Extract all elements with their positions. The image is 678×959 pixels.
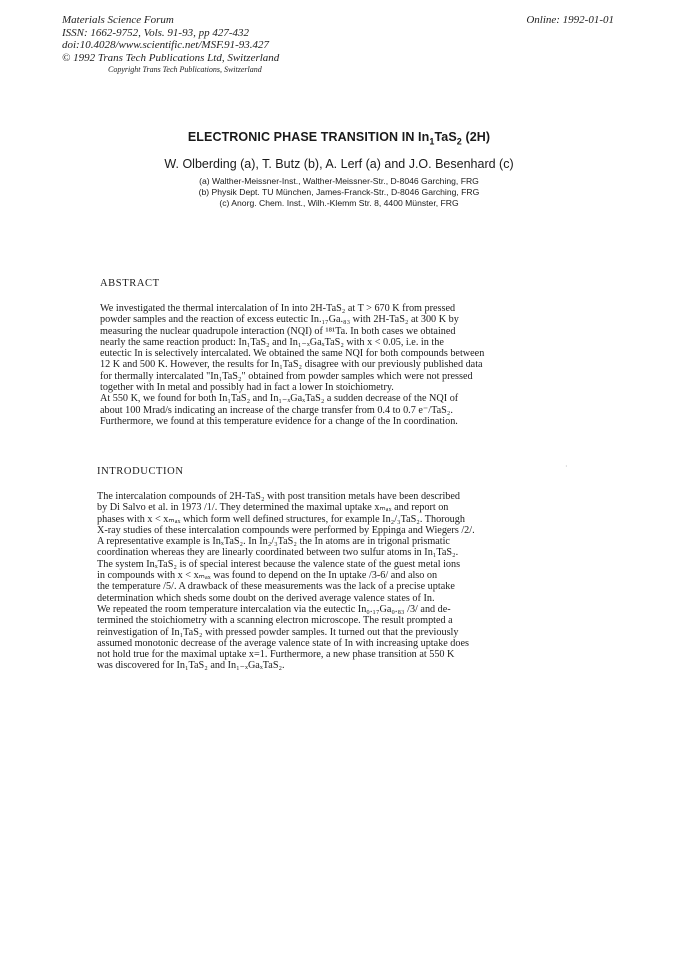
authors: W. Olberding (a), T. Butz (b), A. Lerf (a) and J.O. Besenhard (c) <box>164 157 514 171</box>
intro-line: the temperature /5/. A drawback of these measurements was the lack of a precise uptake <box>97 581 455 593</box>
intro-line: not hold true for the maximal uptake x=1. Furthermore, a new phase transition at 550 K <box>97 649 455 661</box>
copyright-line: © 1992 Trans Tech Publications Ltd, Switzerland <box>62 51 280 64</box>
abstract-line: powder samples and the reaction of excess eutectic In.₁₇Ga.₈₃ with 2H-TaS₂ at 300 K by <box>100 314 459 326</box>
paper-title <box>0 130 678 147</box>
intro-line: reinvestigation of In₁TaS₂ with pressed powder samples. It turned out that the previously <box>97 626 459 638</box>
abstract-line: Furthermore, we found at this temperature evidence for a change of the In coordination. <box>100 415 458 427</box>
abstract-line: nearly the same reaction product: In₁TaS₂ and In₁₋ₓGaₓTaS₂ with x < 0.05, i.e. in the <box>100 336 444 348</box>
title-sub-1: 1 <box>429 136 435 147</box>
title-sub-2: 2 <box>456 136 462 147</box>
intro-line: coordination whereas they are linearly coordinated between two sulfur atoms in In₁TaS₂. <box>97 547 459 559</box>
abstract-line: 12 K and 500 K. However, the results for In₁TaS₂ disagree with our previously published data <box>100 359 483 371</box>
intro-line: determination which sheds some doubt on the derived average valence states of In. <box>97 592 435 604</box>
intro-line: A representative example is InₓTaS₂. In In₂/₃TaS₂ the In atoms are in trigonal prismatic <box>97 536 450 548</box>
doi-line: doi:10.4028/www.scientific.net/MSF.91-93.427 <box>62 39 270 52</box>
abstract-line: We investigated the thermal intercalation of In into 2H-TaS₂ at T > 670 K from pressed <box>100 303 456 314</box>
abstract-line: measuring the nuclear quadrupole interaction (NQI) of ¹⁸¹Ta. In both cases we obtained <box>100 325 456 337</box>
intro-line: We repeated the room temperature intercalation via the eutectic In₀.₁₇Ga₀.₈₃ /3/ and de- <box>97 603 451 615</box>
issn-line: ISSN: 1662-9752, Vols. 91-93, pp 427-432 <box>62 26 249 39</box>
title-suffix: (2H) <box>461 130 491 144</box>
copyright-small: Copyright Trans Tech Publications, Switzerland <box>108 65 262 74</box>
intro-line: termined the stoichiometry with a scanning electron microscope. The result prompted a <box>97 615 453 627</box>
affiliation-c: (c) Anorg. Chem. Inst., Wilh.-Klemm Str. 8, 4400 Münster, FRG <box>219 198 459 208</box>
abstract-line: about 100 Mrad/s indicating an increase of the charge transfer from 0.4 to 0.7 e⁻/TaS₂. <box>100 404 453 416</box>
title-mid: TaS <box>434 130 457 144</box>
intro-line: in compounds with x < xₘₐₓ was found to depend on the In uptake /3-6/ and also on <box>97 570 438 582</box>
affiliation-a: (a) Walther-Meissner-Inst., Walther-Meissner-Str., D-8046 Garching, FRG <box>199 176 479 186</box>
title-prefix: ELECTRONIC PHASE TRANSITION IN In <box>187 130 430 144</box>
intro-line: phases with x < xₘₐₓ which form well defined structures, for example In₂/₃TaS₂. Thorough <box>97 513 465 525</box>
abstract-body <box>100 303 540 427</box>
intro-line: The intercalation compounds of 2H-TaS₂ with post transition metals have been described <box>97 491 460 502</box>
introduction-heading: INTRODUCTION <box>97 466 184 477</box>
abstract-line: eutectic In is selectively intercalated. We obtained the same NQI for both compounds between <box>100 348 485 360</box>
intro-line: The system InₓTaS₂ is of special interest because the valence state of the guest metal ions <box>97 558 461 570</box>
publication-header <box>62 14 279 64</box>
intro-line: by Di Salvo et al. in 1973 /1/. They determined the maximal uptake xₘₐₓ and report on <box>97 502 449 514</box>
intro-line: was discovered for In₁TaS₂ and In₁₋ₓGaₓTaS₂. <box>97 660 285 672</box>
abstract-line: At 550 K, we found for both In₁TaS₂ and In₁₋ₓGaₓTaS₂ a sudden decrease of the NQI of <box>100 393 459 405</box>
scan-speck: · <box>565 462 568 471</box>
intro-line: X-ray studies of these intercalation compounds were performed by Eppinga and Wiegers /2/. <box>97 524 475 536</box>
introduction-body <box>97 491 537 672</box>
intro-line: assumed monotonic decrease of the average valence state of In with increasing uptake does <box>97 637 469 649</box>
journal-name: Materials Science Forum <box>62 14 174 26</box>
affiliation-b: (b) Physik Dept. TU München, James-Franck-Str., D-8046 Garching, FRG <box>198 187 480 197</box>
abstract-heading: ABSTRACT <box>100 278 160 289</box>
abstract-line: together with In metal and possibly had in fact a lower In stoichiometry. <box>100 382 394 394</box>
abstract-line: for thermally intercalated "In₁TaS₂" obtained from powder samples which were not pressed <box>100 370 473 382</box>
online-date: Online: 1992-01-01 <box>526 14 614 26</box>
